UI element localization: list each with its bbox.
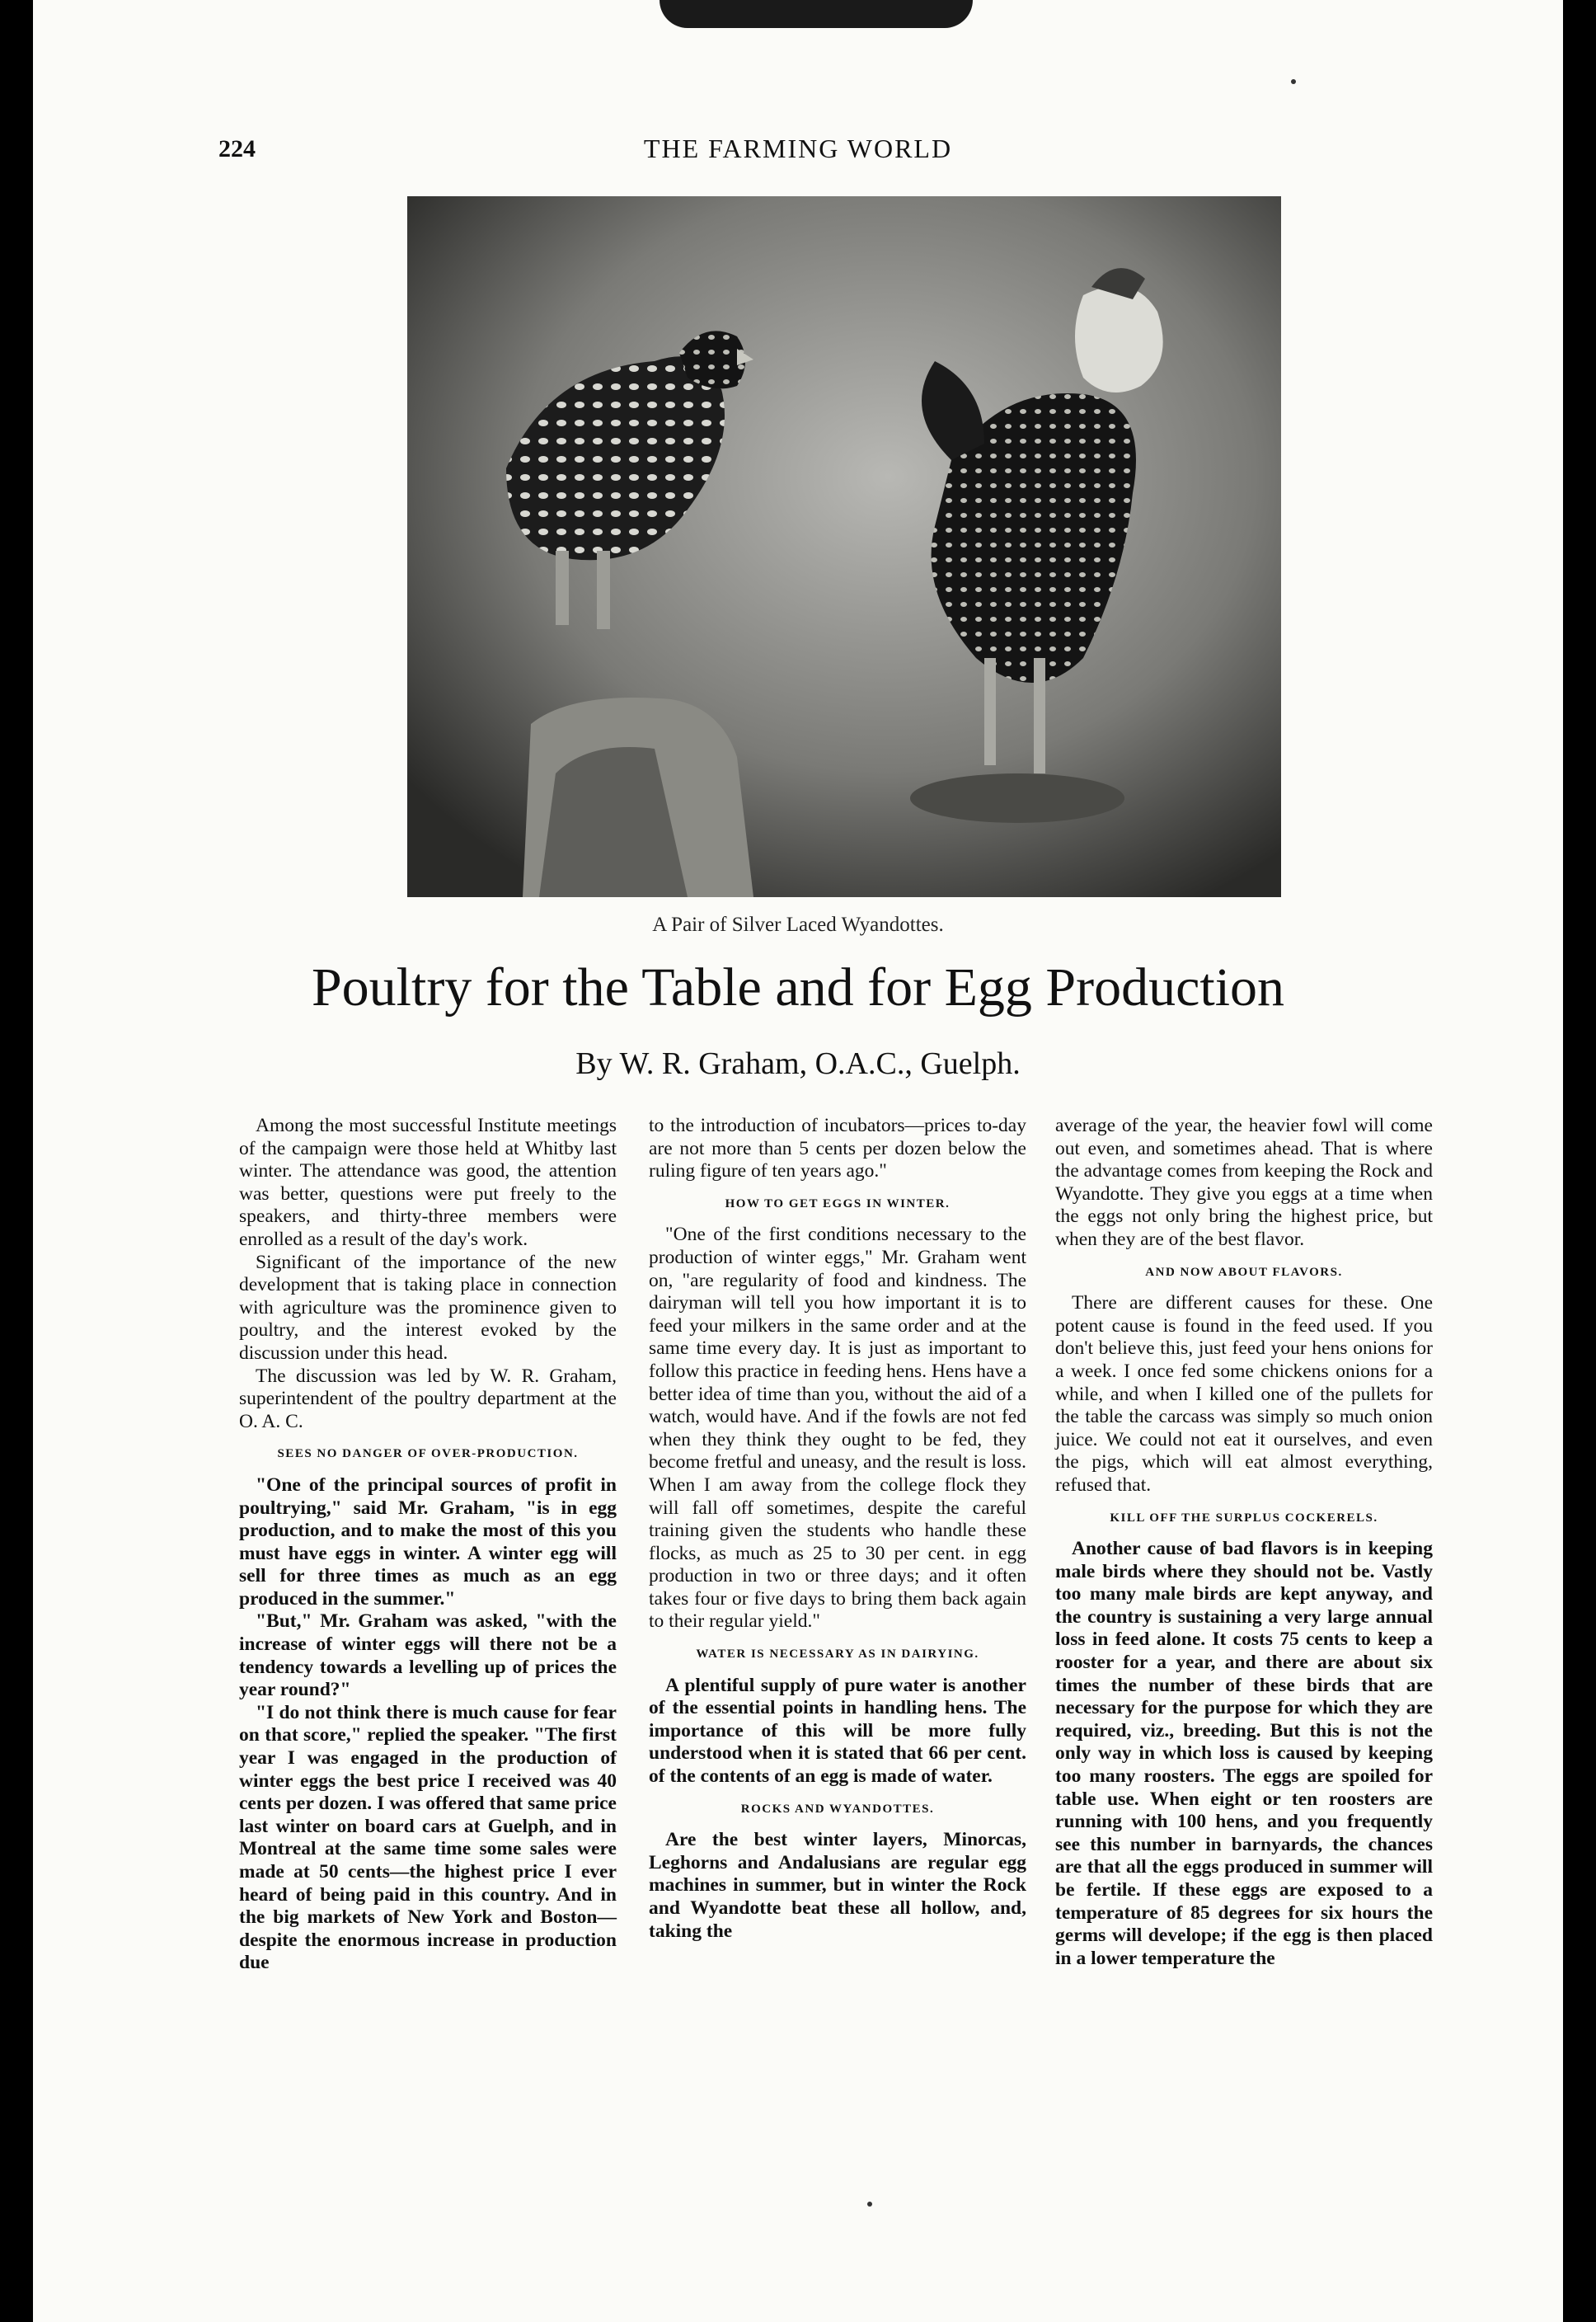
section-heading: AND NOW ABOUT FLAVORS.: [1145, 1265, 1343, 1279]
running-head: THE FARMING WORLD: [643, 134, 953, 163]
paragraph: There are different causes for these. One potent cause is found in the feed used. If you don't believe this, just feed your hens onions for a week. I once fed some chickens onions for a while, and when I killed one of the pullets for the table the carcass was simply so much onion juice. We could not eat it ourselves, and even the pigs, which will eat almost everything, refused that.: [1055, 1292, 1433, 1496]
paragraph: "I do not think there is much cause for fear on that score," replied the speaker. "The first year I was engaged in the production of winter eggs the best price I received was 40 cents per dozen. I was offered that same price last winter on board cars at Guelph, and in Montreal at the same time some sales were made at 50 cents—the highest price I ever heard of being paid in this country. And in the big markets of New York and Boston—despite the enormous increase in production due: [239, 1701, 617, 1974]
page-number: 224: [218, 135, 256, 162]
paragraph: Are the best winter layers, Minorcas, Leghorns and Andalusians are regular egg machines in summer, but in winter the Rock and Wyandotte beat these all hollow, and, taking the: [649, 1829, 1026, 1942]
paragraph: The discussion was led by W. R. Graham, superintendent of the poultry department at the O. A. C.: [239, 1365, 617, 1432]
rooster-head: [1075, 286, 1163, 392]
article-column-1: [239, 1115, 617, 1975]
paragraph: average of the year, the heavier fowl will come out even, and sometimes ahead. That is where the advantage comes from keeping the Rock and Wyandotte. They give you eggs at a time when the eggs not only bring the highest price, but when they are of the best flavor.: [1055, 1115, 1433, 1250]
paragraph: "One of the principal sources of profit in poultrying," said Mr. Graham, "is in egg production, and to make the most of this you must have eggs in winter. A winter egg will sell for three times as much as an egg produced in the summer.": [239, 1474, 617, 1610]
chickens-illustration: [407, 196, 1281, 897]
wyandottes-photo: [407, 196, 1281, 897]
paragraph: Significant of the importance of the new development that is taking place in connection with agriculture was the prominence given to poultry, and the interest evoked by the discussion under this head.: [239, 1251, 617, 1364]
print-speck: [867, 2202, 872, 2207]
article-column-2: [649, 1115, 1026, 1943]
section-heading: ROCKS AND WYANDOTTES.: [740, 1802, 935, 1816]
article-title: Poultry for the Table and for Egg Production: [311, 957, 1285, 1018]
byline-author: W. R. Graham, O.A.C., Guelph.: [619, 1046, 1021, 1081]
scan-binding-shadow: [660, 0, 973, 28]
section-heading: HOW TO GET EGGS IN WINTER.: [725, 1196, 951, 1210]
paragraph: Another cause of bad flavors is in keeping male birds where they should not be. Vastly too many male birds are kept anyway, and the country is sustaining a very large annual loss in feed alone. It costs 75 cents to keep a rooster for a year, and there are about six times the number of these birds that are necessary for the purpose for which they are required, viz., breeding. But this is not the only way in which loss is caused by keeping too many roosters. The eggs are spoiled for table use. When eight or ten roosters are running with 100 hens, and you frequently see this number in barnyards, the chances are that all the eggs produced in summer will be fertile. If these eggs are exposed to a temperature of 85 degrees for six hours the germs will develope; if the egg is then placed in a lower temperature the: [1055, 1538, 1433, 1969]
paragraph: Among the most successful Institute meetings of the campaign were those held at Whitby last winter. The attendance was good, the attention was better, questions were put freely to the speakers, and thirty-three members were enrolled as a result of the day's work.: [239, 1115, 617, 1250]
photo-caption: A Pair of Silver Laced Wyandottes.: [652, 914, 944, 936]
paragraph: "One of the first conditions necessary to the production of winter eggs," Mr. Graham went on, "are regularity of food and kindness. The dairyman will tell you how important it is to feed your milkers in the same order and at the same time every day. It is just as important to follow this practice in feeding hens. Hens have a better idea of time than you, without the aid of a watch, would have. And if the fowls are not fed when they think they ought to be fed, they become fretful and uneasy, and the result is loss. When I am away from the college flock they will fall off sometimes, despite the careful training given the students who handle these flocks, as much as 25 to 30 per cent. in egg production in two or three days; and it often takes four or five days to bring them back again to their regular yield.": [649, 1224, 1026, 1633]
byline-prefix: By: [575, 1046, 613, 1081]
section-heading: WATER IS NECESSARY AS IN DAIRYING.: [696, 1647, 979, 1662]
paragraph: "But," Mr. Graham was asked, "with the increase of winter eggs will there not be a tendency towards a levelling up of prices the year round?": [239, 1610, 617, 1701]
section-heading: SEES NO DANGER OF OVER-PRODUCTION.: [277, 1447, 579, 1461]
article-column-3: [1055, 1115, 1433, 1970]
paragraph: to the introduction of incubators—prices to-day are not more than 5 cents per dozen below the ruling figure of ten years ago.": [649, 1115, 1026, 1182]
byline: [0, 1046, 1596, 1082]
print-speck: [1291, 79, 1296, 84]
section-heading: KILL OFF THE SURPLUS COCKERELS.: [1110, 1511, 1378, 1525]
paragraph: A plentiful supply of pure water is another of the essential points in handling hens. The importance of this will be more fully understood when it is stated that 66 per cent. of the contents of an egg is made of water.: [649, 1674, 1026, 1788]
